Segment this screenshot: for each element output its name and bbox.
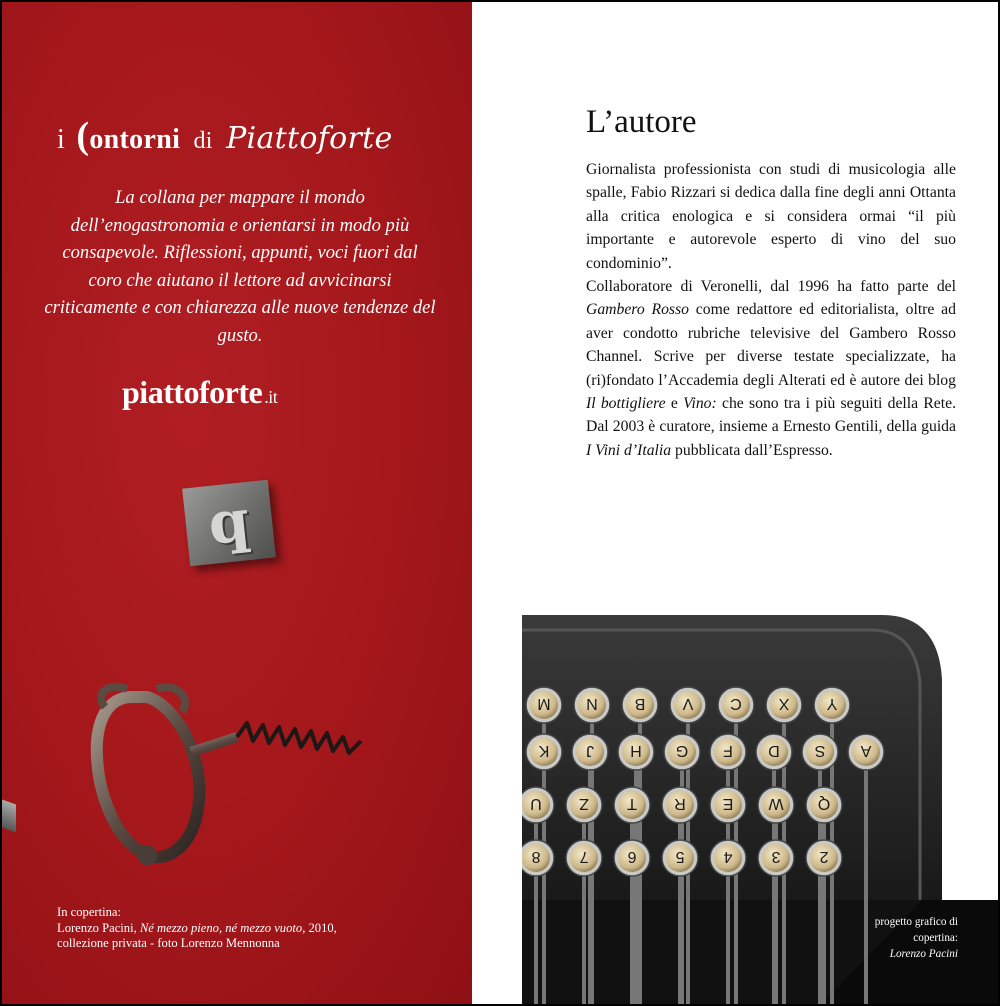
typewriter-key-label: Z — [579, 795, 589, 812]
typewriter-key-label: E — [722, 795, 734, 812]
publisher-website — [122, 374, 382, 411]
series-initial: ( — [76, 115, 90, 157]
bio-text: e — [665, 395, 684, 413]
bio-blog-title: Vino: — [683, 395, 717, 413]
bio-paragraph-2 — [586, 275, 956, 462]
book-cover-spread — [2, 2, 998, 1004]
bio-text: Collaboratore di Veronelli, dal 1996 ha fatto parte del — [586, 278, 956, 296]
cover-credit-work — [57, 921, 457, 937]
typewriter-key-label: A — [860, 742, 872, 759]
typewriter-key-label: 4 — [723, 848, 733, 865]
typewriter-key-label: 2 — [819, 848, 829, 865]
cover-credit — [57, 905, 457, 952]
typewriter-key-label: F — [723, 742, 733, 759]
bio-paragraph-1: Giornalista professionista con studi di musicologia alle spalle, Fabio Rizzari si dedica dalla fine degli anni Ottanta alla critica enologica e si considera ormai “il più importante e autorevole esperto di vino del suo condominio”. — [586, 161, 956, 272]
corkscrew-icon — [87, 677, 387, 867]
typewriter-key-label: G — [675, 742, 689, 759]
typewriter-key-label: C — [730, 695, 742, 712]
letterpress-glyph: p — [205, 486, 253, 558]
typewriter-key-label: 3 — [771, 848, 781, 865]
cover-artist: Lorenzo Pacini, — [57, 920, 137, 935]
typewriter-key-label: U — [530, 795, 542, 812]
series-tagline: La collana per mappare il mondo dell’enogastronomia e orientarsi in modo più consapevole. Riflessioni, appunti, voci fuori dal coro che aiutano il lettore ad avvicinarsi criticamente e con chiarezza alle nuove tendenze del gusto. — [44, 187, 436, 346]
author-section-title: L’autore — [586, 104, 697, 140]
bio-text: che sono tra i più seguiti della Rete. Dal 2003 è curatore, insieme a Ernesto Gentili, della guida — [586, 395, 957, 436]
back-cover-panel — [2, 2, 472, 1004]
bio-blog-title: Il bottigliere — [586, 395, 666, 413]
key-stem — [726, 872, 730, 1004]
series-brand: Piattoforte — [226, 121, 393, 156]
cover-work-title: Né mezzo pieno, né mezzo vuoto — [139, 920, 303, 935]
bio-guide-title: I Vini d’Italia — [586, 441, 672, 459]
key-stem — [774, 872, 778, 1004]
cover-credit-collection: collezione privata - foto Lorenzo Mennonna — [57, 936, 280, 950]
key-stem — [582, 872, 586, 1004]
series-di: di — [193, 128, 213, 154]
key-stem — [678, 872, 682, 1004]
typewriter-key-label: D — [768, 742, 780, 759]
design-credit — [832, 914, 958, 962]
design-credit-name: Lorenzo Pacini — [889, 948, 958, 960]
key-stem — [864, 766, 868, 1004]
typewriter-key-label: 6 — [627, 848, 637, 865]
typewriter-key-label: B — [634, 695, 646, 712]
bio-text: pubblicata dall’Espresso. — [671, 441, 833, 459]
design-credit-label: progetto grafico di copertina: — [874, 916, 958, 944]
author-bio — [586, 158, 956, 462]
typewriter-key-label: J — [586, 742, 594, 759]
key-stem — [822, 872, 826, 1004]
key-stem — [630, 872, 634, 1004]
series-name: ontorni — [89, 124, 181, 155]
typewriter-key-label: 7 — [579, 848, 589, 865]
typewriter-key-label: K — [538, 742, 550, 759]
typewriter-key-label: W — [768, 795, 784, 812]
cover-credit-heading: In copertina: — [57, 905, 121, 919]
letterpress-block-icon — [182, 480, 276, 567]
typewriter-key-label: Y — [826, 695, 838, 712]
typewriter-key-label: Q — [817, 795, 831, 812]
decorative-metal-fragment — [2, 799, 16, 832]
typewriter-key-label: 5 — [675, 848, 685, 865]
series-title — [57, 114, 437, 158]
typewriter-key-label: T — [627, 795, 637, 812]
bio-text: come redattore ed editorialista, oltre ad aver condotto rubriche televisive del Gambero Rosso Channel. Scrive per diverse testate specializzate, ha (ri)fondato l’Accademia degli Alterati ed è autore dei blog — [586, 301, 956, 389]
bio-magazine-title: Gambero Rosso — [586, 301, 689, 319]
typewriter-key-label: H — [630, 742, 642, 759]
typewriter-key-label: M — [537, 695, 551, 712]
site-tld: .it — [264, 387, 278, 407]
typewriter-key-label: N — [586, 695, 598, 712]
typewriter-key-label: 8 — [531, 848, 541, 865]
series-prefix: i — [57, 124, 66, 155]
cover-year: , 2010, — [302, 920, 337, 935]
typewriter-key-label: S — [814, 742, 826, 759]
site-name: piattoforte — [122, 374, 263, 410]
typewriter-key-label: X — [778, 695, 790, 712]
key-stem — [534, 872, 538, 1004]
typewriter-key-label: V — [682, 695, 694, 712]
typewriter-key-label: R — [674, 795, 686, 812]
